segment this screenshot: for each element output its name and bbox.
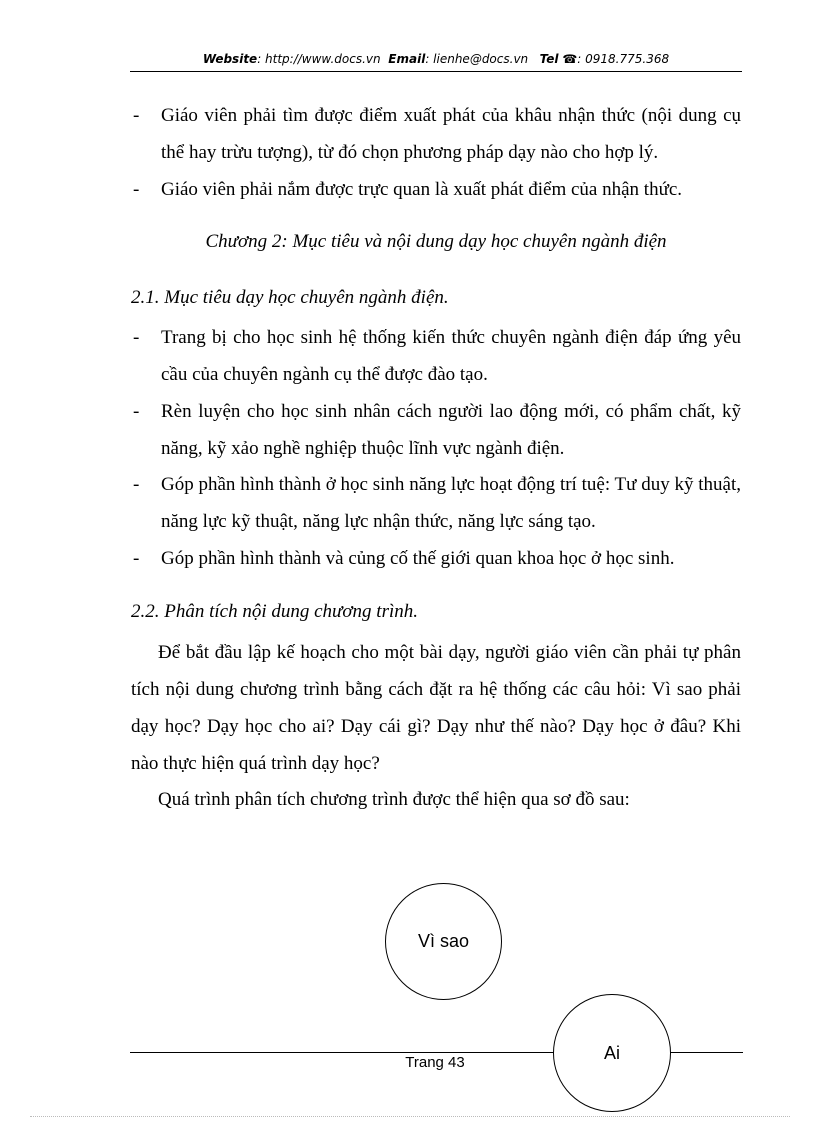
section-2-paragraph-1: Để bắt đầu lập kế hoạch cho một bài dạy, người giáo viên cần phải tự phân tích nội dung chương trình bằng cách đặt ra hệ thống các câu hỏi: Vì sao phải dạy học? Dạy học cho ai? Dạy cái gì? Dạy như thế nào? Dạy học ở đâu? Khi nào thực hiện quá trình dạy học? (131, 642, 741, 774)
diagram-node-vi-sao: Vì sao (385, 883, 502, 1000)
section-1-bullet-4 (133, 540, 741, 577)
tel-value: : 0918.775.368 (577, 52, 670, 66)
bullet-dash: - (133, 474, 140, 495)
bullet-dash: - (133, 548, 140, 569)
intro-bullet-2 (133, 171, 741, 208)
bullet-text: Góp phần hình thành và củng cố thế giới quan khoa học ở học sinh. (161, 548, 675, 569)
section-1-bullet-3 (133, 466, 741, 540)
bullet-dash: - (133, 401, 140, 422)
page-header (130, 52, 742, 66)
section-1-title: 2.1. Mục tiêu dạy học chuyên ngành điện. (131, 287, 449, 308)
section-2-title: 2.2. Phân tích nội dung chương trình. (131, 601, 419, 622)
bullet-text: Rèn luyện cho học sinh nhân cách người lao động mới, có phẩm chất, kỹ năng, kỹ xảo nghề nghiệp thuộc lĩnh vực ngành điện. (161, 401, 741, 459)
bullet-dash: - (133, 105, 140, 126)
footer-divider-left (130, 1052, 554, 1053)
section-1-bullet-1 (133, 319, 741, 393)
email-label: Email (388, 52, 426, 66)
bullet-dash: - (133, 327, 140, 348)
section-1-bullet-2 (133, 393, 741, 467)
email-value: : lienhe@docs.vn (425, 52, 529, 66)
bullet-text: Góp phần hình thành ở học sinh năng lực hoạt động trí tuệ: Tư duy kỹ thuật, năng lực kỹ thuật, năng lực nhận thức, năng lực sáng tạo. (161, 474, 741, 532)
chapter-title: Chương 2: Mục tiêu và nội dung dạy học chuyên ngành điện (205, 231, 667, 252)
section-2-paragraph-2: Quá trình phân tích chương trình được thể hiện qua sơ đồ sau: (158, 789, 630, 810)
bullet-dash: - (133, 179, 140, 200)
bullet-text: Trang bị cho học sinh hệ thống kiến thức chuyên ngành điện đáp ứng yêu cầu của chuyên ngành cụ thể được đào tạo. (161, 327, 741, 385)
header-divider (130, 71, 742, 72)
website-value: : http://www.docs.vn (257, 52, 381, 66)
intro-bullet-1 (133, 97, 741, 171)
bullet-text: Giáo viên phải nắm được trực quan là xuất phát điểm của nhận thức. (161, 179, 683, 200)
bullet-text: Giáo viên phải tìm được điểm xuất phát của khâu nhận thức (nội dung cụ thể hay trừu tượng), từ đó chọn phương pháp dạy nào cho hợp lý. (161, 105, 741, 163)
page-bottom-edge (30, 1116, 790, 1117)
footer-divider-right (670, 1052, 743, 1053)
diagram-node-ai: Ai (553, 994, 671, 1112)
tel-label: Tel (539, 52, 559, 66)
website-label: Website (202, 52, 258, 66)
page-number: Trang 43 (405, 1054, 465, 1071)
phone-icon: ☎ (562, 52, 578, 66)
